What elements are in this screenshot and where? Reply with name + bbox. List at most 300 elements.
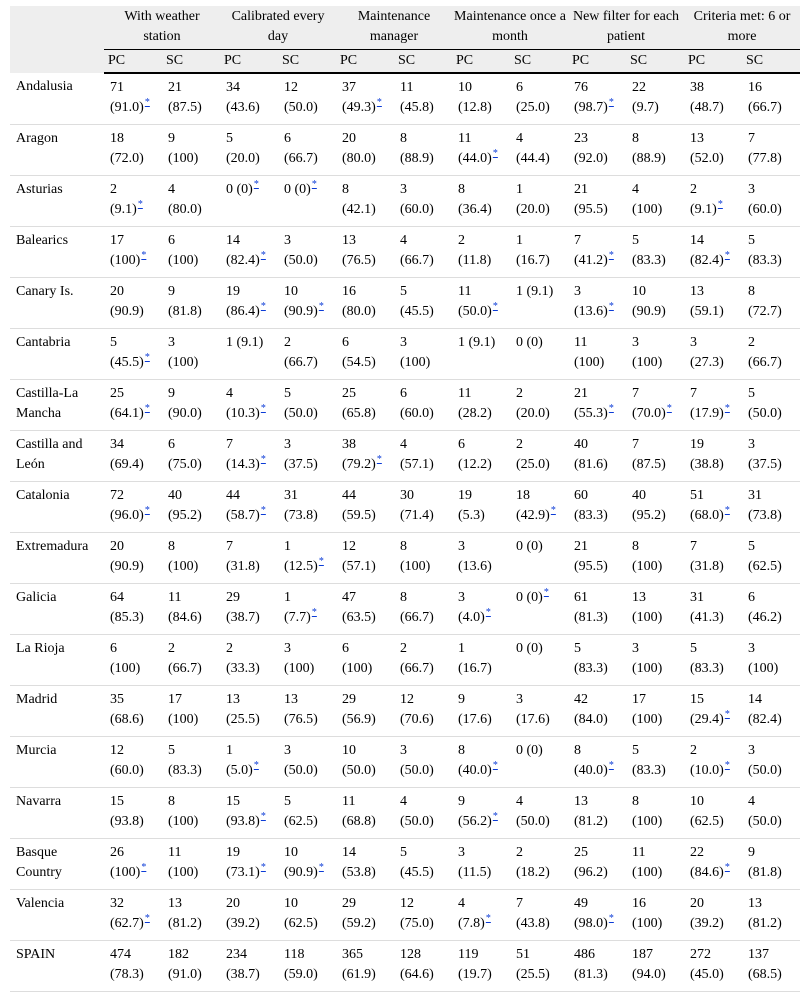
significance-marker[interactable]: *: [318, 862, 324, 874]
cell-count: 3: [400, 335, 408, 350]
significance-marker[interactable]: *: [144, 403, 150, 415]
significance-marker[interactable]: *: [608, 301, 614, 313]
cell-count: 1 (9.1): [458, 335, 496, 350]
table-cell: [742, 890, 800, 941]
cell-percent: (7.8): [458, 916, 485, 931]
region-name: Canary Is.: [10, 278, 104, 329]
table-cell: [104, 941, 162, 992]
significance-marker[interactable]: *: [137, 199, 143, 211]
table-body: [10, 73, 800, 992]
cell-count: 8: [632, 131, 640, 146]
cell-count: 8: [574, 743, 582, 758]
table-cell: [220, 584, 278, 635]
cell-percent: (60.0): [110, 763, 144, 778]
table-row: [10, 584, 800, 635]
significance-marker[interactable]: *: [608, 97, 614, 109]
cell-percent: (9.1): [110, 202, 137, 217]
table-cell: [336, 839, 394, 890]
table-cell: [568, 431, 626, 482]
significance-marker[interactable]: *: [260, 403, 266, 415]
table-cell: [104, 584, 162, 635]
cell-percent: (50.0): [284, 406, 318, 421]
header-calibrated-daily: Calibrated every day: [220, 6, 336, 50]
cell-count: 14: [690, 233, 705, 248]
cell-percent: (69.4): [110, 457, 144, 472]
cell-count: 119: [458, 947, 479, 962]
cell-count: 8: [400, 131, 408, 146]
table-cell: [510, 329, 568, 380]
table-cell: [626, 482, 684, 533]
table-cell: [336, 941, 394, 992]
cell-percent: (68.0): [690, 508, 724, 523]
cell-count: 38: [342, 437, 357, 452]
table-cell: [626, 431, 684, 482]
significance-marker[interactable]: *: [724, 250, 730, 262]
table-cell: [162, 890, 220, 941]
cell-count: 1: [284, 590, 292, 605]
region-name: Aragon: [10, 125, 104, 176]
cell-percent: (95.5): [574, 202, 608, 217]
cell-count: 3: [574, 284, 582, 299]
significance-marker[interactable]: *: [492, 811, 498, 823]
cell-count: 234: [226, 947, 248, 962]
subheader-pc: PC: [452, 50, 510, 74]
cell-percent: (82.4): [748, 712, 782, 727]
table-cell: [684, 380, 742, 431]
table-cell: [336, 278, 394, 329]
cell-count: 9: [168, 284, 175, 299]
region-name: Valencia: [10, 890, 104, 941]
cell-count: 13: [748, 896, 763, 911]
table-cell: [510, 380, 568, 431]
table-cell: [626, 278, 684, 329]
cell-count: 34: [226, 80, 241, 95]
table-cell: [510, 482, 568, 533]
table-cell: [742, 278, 800, 329]
table-cell: [278, 73, 336, 125]
cell-count: 8: [342, 182, 350, 197]
cell-count: 38: [690, 80, 705, 95]
cell-count: 11: [458, 284, 472, 299]
cell-percent: (12.2): [458, 457, 492, 472]
table-cell: [220, 125, 278, 176]
cell-count: 6: [168, 437, 175, 452]
cell-count: 61: [574, 590, 589, 605]
cell-count: 2: [516, 845, 524, 860]
table-cell: [510, 737, 568, 788]
cell-percent: (100): [168, 865, 199, 880]
cell-percent: (20.0): [516, 202, 550, 217]
cell-count: 3: [168, 335, 175, 350]
table-cell: [162, 941, 220, 992]
table-cell: [394, 686, 452, 737]
table-cell: [742, 584, 800, 635]
cell-percent: (10.3): [226, 406, 260, 421]
table-cell: [394, 431, 452, 482]
significance-marker[interactable]: *: [492, 760, 498, 772]
significance-marker[interactable]: *: [724, 709, 730, 721]
significance-marker[interactable]: *: [717, 199, 723, 211]
cell-percent: (94.0): [632, 967, 666, 982]
significance-marker[interactable]: *: [608, 250, 614, 262]
table-cell: [162, 73, 220, 125]
cell-percent: (87.5): [632, 457, 666, 472]
cell-count: 10: [632, 284, 647, 299]
region-name: Madrid: [10, 686, 104, 737]
cell-percent: (83.3): [574, 508, 608, 523]
cell-percent: (62.5): [284, 916, 318, 931]
cell-count: 5: [284, 386, 292, 401]
cell-percent: (66.7): [748, 100, 782, 115]
header-new-filter: New filter for each patient: [568, 6, 684, 50]
table-cell: [220, 839, 278, 890]
cell-percent: (90.9): [632, 304, 666, 319]
significance-marker[interactable]: *: [492, 301, 498, 313]
cell-count: 6: [110, 641, 117, 656]
cell-count: 51: [516, 947, 531, 962]
cell-count: 6: [342, 641, 350, 656]
region-name: Navarra: [10, 788, 104, 839]
cell-percent: (100): [110, 253, 141, 268]
table-cell: [568, 584, 626, 635]
cell-count: 15: [110, 794, 124, 809]
cell-percent: (84.0): [574, 712, 608, 727]
cell-count: 182: [168, 947, 189, 962]
results-table: [10, 6, 800, 992]
cell-count: 6: [168, 233, 175, 248]
significance-marker[interactable]: *: [485, 913, 491, 925]
cell-percent: (64.6): [400, 967, 434, 982]
cell-percent: (56.9): [342, 712, 376, 727]
significance-marker[interactable]: *: [260, 811, 266, 823]
cell-percent: (13.6): [574, 304, 608, 319]
table-cell: [104, 329, 162, 380]
cell-count: 19: [690, 437, 705, 452]
cell-percent: (100): [168, 151, 199, 166]
cell-count: 49: [574, 896, 589, 911]
cell-percent: (71.4): [400, 508, 434, 523]
cell-percent: (81.2): [748, 916, 782, 931]
cell-percent: (82.4): [226, 253, 260, 268]
cell-percent: (81.8): [748, 865, 782, 880]
cell-count: 7: [632, 386, 640, 401]
table-cell: [162, 125, 220, 176]
cell-percent: (9.1): [690, 202, 717, 217]
cell-count: 34: [110, 437, 124, 452]
significance-marker[interactable]: *: [144, 505, 150, 517]
significance-marker[interactable]: *: [318, 301, 324, 313]
cell-percent: (70.6): [400, 712, 434, 727]
significance-marker[interactable]: *: [608, 913, 614, 925]
cell-percent: (16.7): [458, 661, 492, 676]
cell-percent: (11.5): [458, 865, 492, 880]
table-cell: [568, 533, 626, 584]
significance-marker[interactable]: *: [724, 862, 730, 874]
cell-percent: (45.0): [690, 967, 724, 982]
significance-marker[interactable]: *: [141, 862, 147, 874]
cell-percent: (72.7): [748, 304, 782, 319]
cell-percent: (59.0): [284, 967, 318, 982]
table-cell: [626, 125, 684, 176]
cell-percent: (90.9): [110, 559, 144, 574]
cell-percent: (81.2): [168, 916, 202, 931]
significance-marker[interactable]: *: [260, 301, 266, 313]
table-cell: [742, 380, 800, 431]
cell-percent: (83.3): [748, 253, 782, 268]
cell-count: 8: [632, 539, 640, 554]
cell-count: 5: [284, 794, 292, 809]
cell-count: 365: [342, 947, 364, 962]
cell-count: 5: [690, 641, 698, 656]
table-cell: [568, 839, 626, 890]
table-cell: [742, 839, 800, 890]
cell-percent: (100): [110, 661, 141, 676]
table-cell: [336, 482, 394, 533]
table-cell: [626, 584, 684, 635]
cell-percent: (83.3): [690, 661, 724, 676]
table-cell: [278, 278, 336, 329]
cell-count: 60: [574, 488, 589, 503]
cell-count: 0 (0): [226, 182, 253, 197]
cell-percent: (91.0): [168, 967, 202, 982]
cell-percent: (14.3): [226, 457, 260, 472]
cell-percent: (75.0): [168, 457, 202, 472]
cell-count: 19: [458, 488, 473, 503]
table-cell: [220, 533, 278, 584]
cell-percent: (86.4): [226, 304, 260, 319]
region-name: Galicia: [10, 584, 104, 635]
cell-percent: (12.8): [458, 100, 492, 115]
table-cell: [626, 73, 684, 125]
cell-count: 11: [574, 335, 588, 350]
significance-marker[interactable]: *: [260, 505, 266, 517]
cell-count: 71: [110, 80, 124, 95]
table-cell: [452, 788, 510, 839]
significance-marker[interactable]: *: [260, 454, 266, 466]
cell-count: 47: [342, 590, 357, 605]
table-cell: [220, 890, 278, 941]
table-cell: [162, 431, 220, 482]
cell-count: 13: [342, 233, 357, 248]
table-cell: [452, 125, 510, 176]
cell-percent: (78.3): [110, 967, 144, 982]
significance-marker[interactable]: *: [724, 760, 730, 772]
cell-count: 13: [632, 590, 647, 605]
cell-count: 20: [110, 539, 124, 554]
table-cell: [568, 329, 626, 380]
cell-percent: (100): [632, 865, 663, 880]
cell-count: 3: [400, 182, 408, 197]
table-cell: [394, 839, 452, 890]
significance-marker[interactable]: *: [311, 179, 317, 191]
significance-marker[interactable]: *: [550, 505, 556, 517]
table-cell: [510, 125, 568, 176]
cell-percent: (100): [400, 559, 431, 574]
significance-marker[interactable]: *: [492, 148, 498, 160]
cell-count: 76: [574, 80, 589, 95]
cell-percent: (41.3): [690, 610, 724, 625]
significance-marker[interactable]: *: [253, 179, 259, 191]
significance-marker[interactable]: *: [376, 454, 382, 466]
cell-count: 4: [168, 182, 175, 197]
table-cell: [336, 329, 394, 380]
significance-marker[interactable]: *: [253, 760, 259, 772]
table-cell: [452, 482, 510, 533]
cell-count: 17: [632, 692, 647, 707]
table-cell: [742, 125, 800, 176]
cell-percent: (96.2): [574, 865, 608, 880]
cell-count: 0 (0): [516, 641, 543, 656]
region-name: Asturias: [10, 176, 104, 227]
cell-count: 18: [110, 131, 124, 146]
table-row: [10, 533, 800, 584]
table-row: [10, 278, 800, 329]
significance-marker[interactable]: *: [144, 352, 150, 364]
cell-count: 12: [400, 896, 415, 911]
table-cell: [336, 788, 394, 839]
cell-percent: (81.8): [168, 304, 202, 319]
significance-marker[interactable]: *: [144, 97, 150, 109]
table-cell: [452, 635, 510, 686]
cell-percent: (79.2): [342, 457, 376, 472]
cell-count: 30: [400, 488, 415, 503]
table-cell: [568, 686, 626, 737]
table-cell: [510, 278, 568, 329]
significance-marker[interactable]: *: [608, 760, 614, 772]
significance-marker[interactable]: *: [141, 250, 147, 262]
table-cell: [162, 839, 220, 890]
cell-percent: (77.8): [748, 151, 782, 166]
cell-percent: (50.0): [748, 763, 782, 778]
table-cell: [510, 73, 568, 125]
table-cell: [626, 737, 684, 788]
table-cell: [394, 278, 452, 329]
cell-count: 14: [342, 845, 357, 860]
cell-count: 4: [748, 794, 756, 809]
table-cell: [394, 890, 452, 941]
significance-marker[interactable]: *: [318, 556, 324, 568]
cell-percent: (88.9): [632, 151, 666, 166]
cell-count: 23: [574, 131, 589, 146]
table-cell: [626, 686, 684, 737]
table-row: [10, 380, 800, 431]
cell-count: 12: [284, 80, 299, 95]
cell-count: 3: [284, 743, 292, 758]
cell-count: 3: [400, 743, 408, 758]
cell-percent: (80.0): [342, 151, 376, 166]
table-cell: [162, 635, 220, 686]
cell-percent: (100): [632, 610, 663, 625]
table-cell: [626, 380, 684, 431]
significance-marker[interactable]: *: [666, 403, 672, 415]
cell-count: 3: [690, 335, 698, 350]
cell-count: 7: [632, 437, 640, 452]
cell-count: 12: [110, 743, 124, 758]
cell-percent: (84.6): [690, 865, 724, 880]
cell-percent: (50.0): [342, 763, 376, 778]
cell-percent: (82.4): [690, 253, 724, 268]
significance-marker[interactable]: *: [724, 505, 730, 517]
cell-percent: (31.8): [226, 559, 260, 574]
table-cell: [162, 737, 220, 788]
cell-count: 3: [748, 182, 756, 197]
cell-percent: (59.5): [342, 508, 376, 523]
table-cell: [568, 278, 626, 329]
significance-marker[interactable]: *: [311, 607, 317, 619]
table-cell: [452, 890, 510, 941]
table-cell: [162, 329, 220, 380]
table-cell: [162, 686, 220, 737]
cell-percent: (81.6): [574, 457, 608, 472]
cell-percent: (96.0): [110, 508, 144, 523]
cell-count: 3: [284, 233, 292, 248]
table-cell: [394, 73, 452, 125]
cell-percent: (7.7): [284, 610, 311, 625]
cell-count: 3: [516, 692, 524, 707]
cell-count: 72: [110, 488, 124, 503]
cell-percent: (45.5): [400, 865, 434, 880]
significance-marker[interactable]: *: [608, 403, 614, 415]
significance-marker[interactable]: *: [543, 587, 549, 599]
cell-count: 8: [458, 743, 466, 758]
cell-count: 5: [400, 845, 408, 860]
table-cell: [278, 890, 336, 941]
cell-count: 2: [168, 641, 175, 656]
cell-percent: (50.0): [284, 763, 318, 778]
cell-percent: (50.0): [284, 100, 318, 115]
cell-percent: (44.4): [516, 151, 550, 166]
cell-count: 20: [342, 131, 357, 146]
table-cell: [742, 227, 800, 278]
region-name: SPAIN: [10, 941, 104, 992]
cell-percent: (81.3): [574, 967, 608, 982]
cell-count: 2: [400, 641, 408, 656]
cell-percent: (45.8): [400, 100, 434, 115]
table-cell: [510, 941, 568, 992]
cell-count: 3: [458, 539, 466, 554]
cell-percent: (16.7): [516, 253, 550, 268]
cell-count: 16: [342, 284, 357, 299]
cell-percent: (62.5): [284, 814, 318, 829]
cell-count: 11: [458, 131, 472, 146]
significance-marker[interactable]: *: [260, 250, 266, 262]
significance-marker[interactable]: *: [144, 913, 150, 925]
table-cell: [568, 125, 626, 176]
table-cell: [104, 788, 162, 839]
cell-percent: (39.2): [690, 916, 724, 931]
cell-percent: (38.7): [226, 610, 260, 625]
table-cell: [568, 482, 626, 533]
cell-count: 0 (0): [516, 743, 543, 758]
cell-percent: (20.0): [226, 151, 260, 166]
cell-percent: (25.0): [516, 457, 550, 472]
cell-percent: (68.6): [110, 712, 144, 727]
header-maintenance-monthly: Maintenance once a month: [452, 6, 568, 50]
cell-percent: (66.7): [748, 355, 782, 370]
significance-marker[interactable]: *: [260, 862, 266, 874]
cell-count: 128: [400, 947, 422, 962]
cell-percent: (37.5): [284, 457, 318, 472]
cell-percent: (95.2): [632, 508, 666, 523]
cell-percent: (63.5): [342, 610, 376, 625]
significance-marker[interactable]: *: [724, 403, 730, 415]
significance-marker[interactable]: *: [376, 97, 382, 109]
cell-percent: (50.0): [516, 814, 550, 829]
table-cell: [452, 329, 510, 380]
cell-count: 3: [632, 641, 640, 656]
significance-marker[interactable]: *: [485, 607, 491, 619]
table-row: [10, 839, 800, 890]
